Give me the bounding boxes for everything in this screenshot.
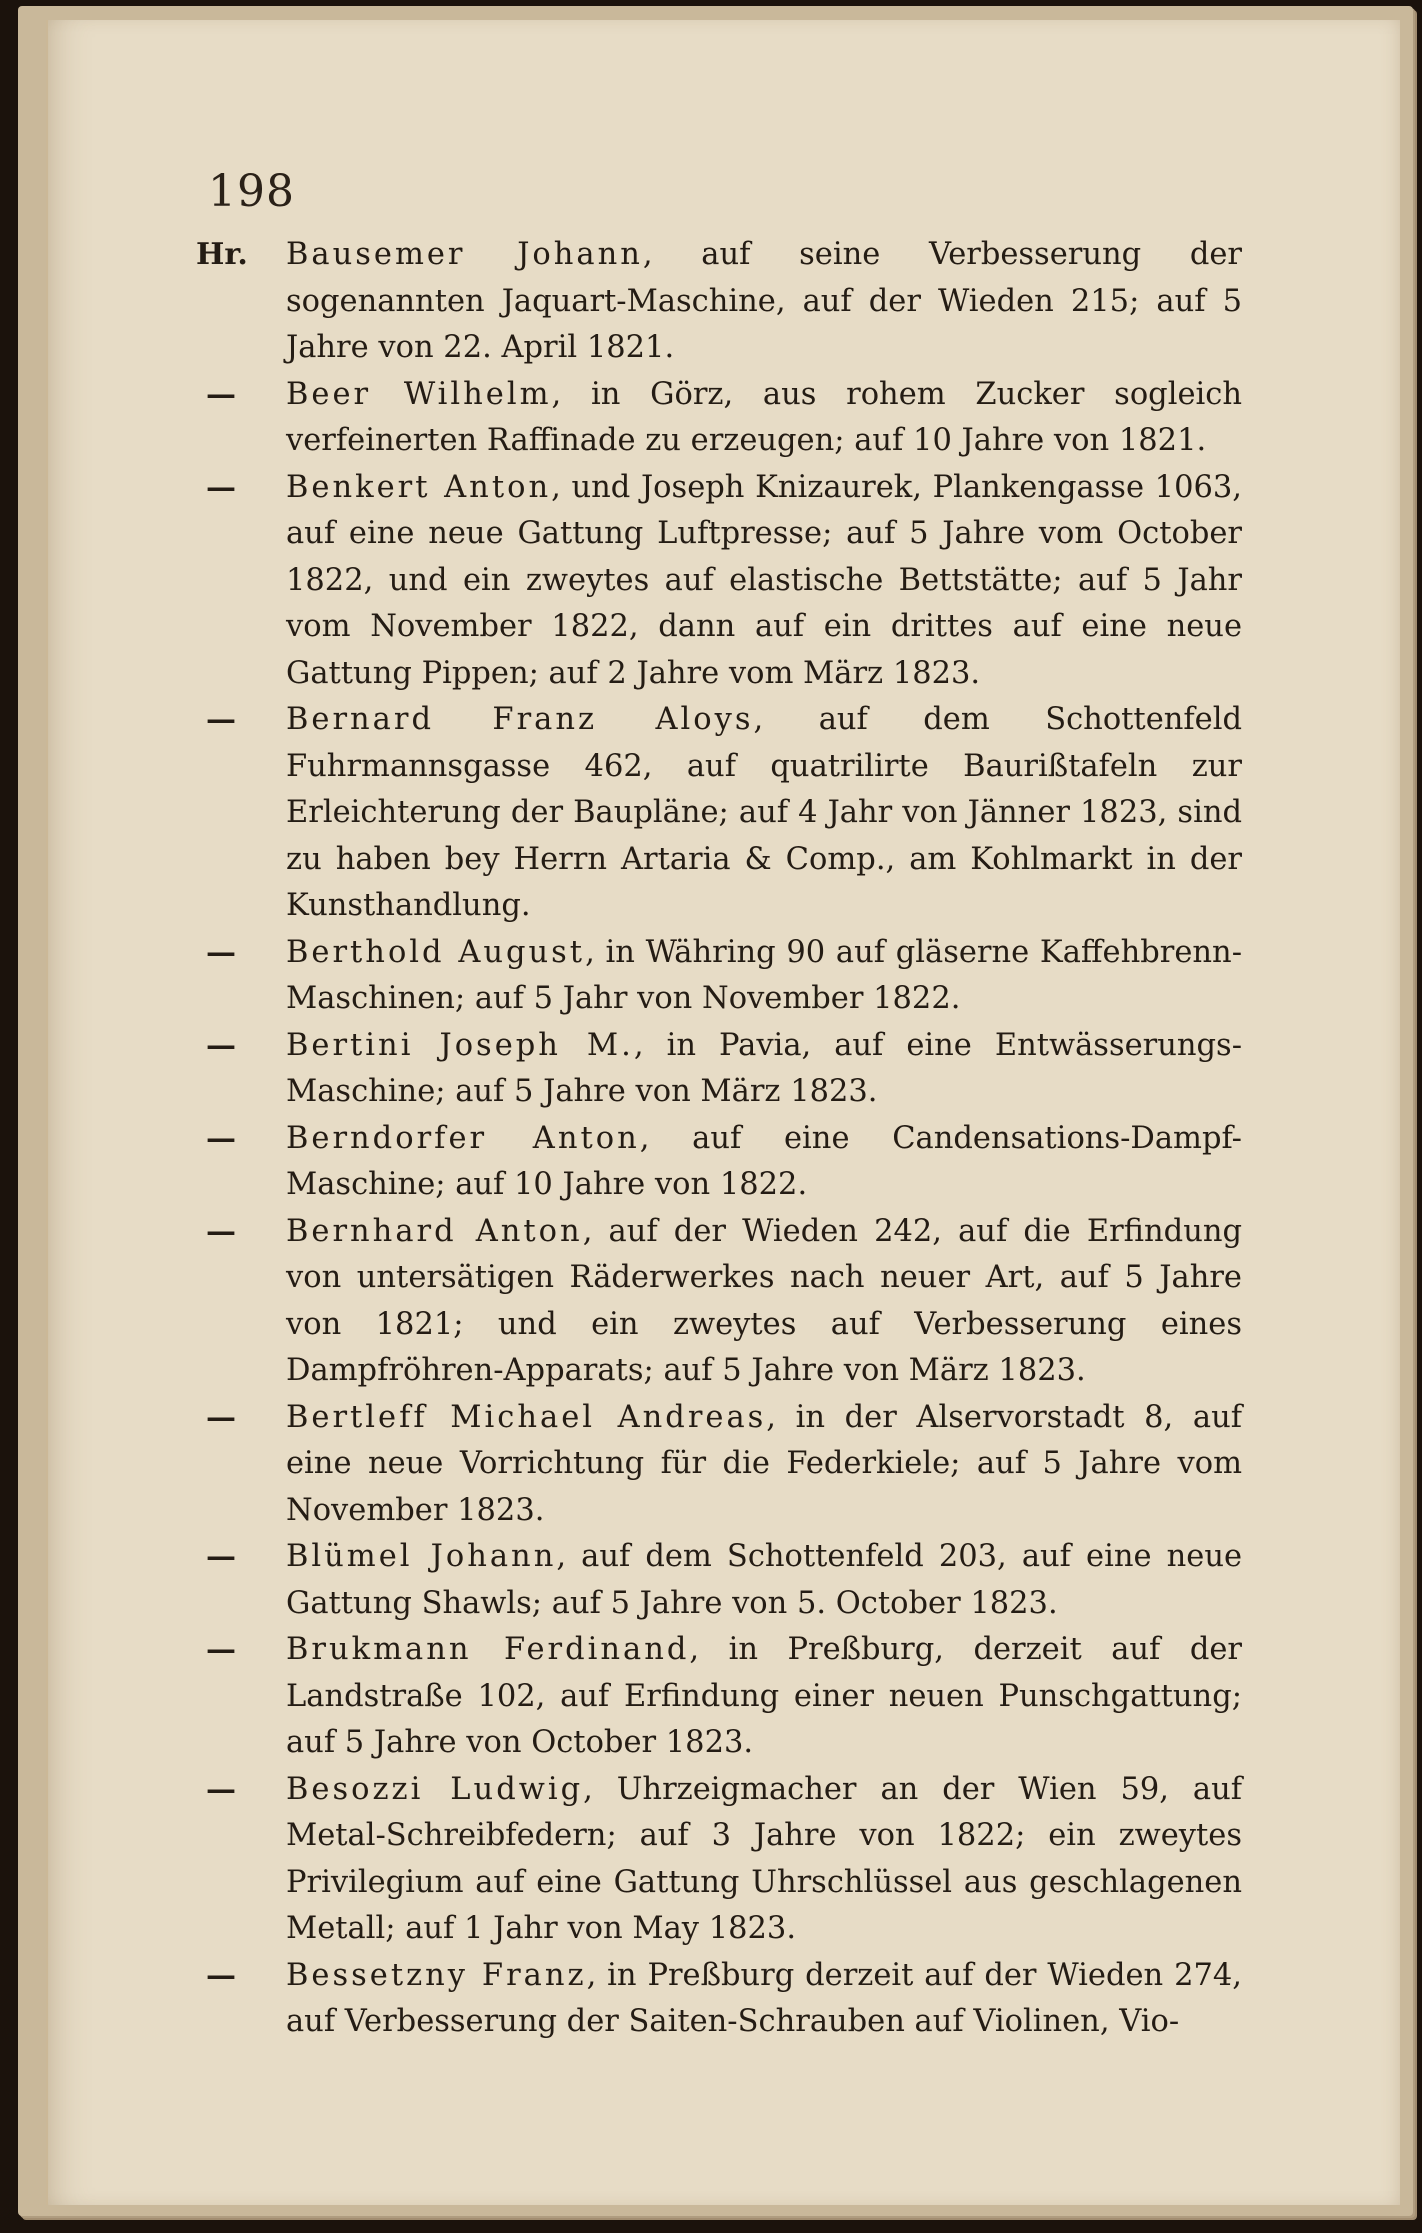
list-item: [206, 1953, 1242, 2046]
list-item: [206, 1767, 1242, 1953]
entry-lead: —: [206, 1957, 236, 1993]
list-item: [206, 465, 1242, 698]
entry-body: , in Währing 90 auf gläserne Kaffehbrenn-Maschinen; auf 5 Jahr von November 1822.: [286, 934, 1242, 1016]
entry-name: Berndorfer Anton: [286, 1120, 640, 1156]
entry-body: , auf dem Schottenfeld Fuhrmannsgasse 462, auf quatrilirte Baurißtafeln zur Erleichterung der Baupläne; auf 4 Jahr von Jänner 1823, sind zu haben bey Herrn Artaria & Comp., am Kohlmarkt in der Kunsthandlung.: [286, 702, 1243, 923]
entry-text: [286, 1209, 1242, 1395]
entry-text: [286, 372, 1242, 465]
entry-name: Bernard Franz Aloys: [286, 702, 754, 737]
list-item: [206, 1209, 1242, 1395]
entry-lead: —: [206, 934, 236, 970]
entry-lead: —: [206, 1120, 236, 1156]
entry-name: Beer Wilhelm: [286, 376, 552, 412]
entry-name: Bausemer Johann: [286, 237, 643, 272]
entry-name: Bertini Joseph M.: [286, 1027, 634, 1063]
entry-lead: —: [206, 1027, 236, 1063]
entry-name: Bertleff Michael Andreas: [286, 1399, 767, 1435]
entry-lead: —: [206, 1539, 236, 1574]
list-item: [206, 1627, 1242, 1767]
entry-body: , in der Alservorstadt 8, auf eine neue Vorrichtung für die Federkiele; auf 5 Jahre vom November 1823.: [286, 1399, 1242, 1528]
entry-name: Besozzi Ludwig: [286, 1771, 584, 1807]
page-number: 198: [208, 166, 295, 217]
list-item: [206, 930, 1242, 1023]
entry-lead: —: [206, 1213, 236, 1249]
entry-name: Bessetzny Franz: [286, 1957, 587, 1993]
list-item: [206, 1534, 1242, 1627]
entry-text: [286, 1023, 1242, 1116]
entry-body: , und Joseph Knizaurek, Plankengasse 1063, auf eine neue Gattung Luftpresse; auf 5 Jahre vom October 1822, und ein zweytes auf elastische Bettstätte; auf 5 Jahr vom November 1822, dann auf ein drittes auf eine neue Gattung Pippen; auf 2 Jahre vom März 1823.: [286, 469, 1242, 691]
entry-text: [286, 465, 1242, 698]
list-item: [206, 1116, 1242, 1209]
list-item: [206, 1023, 1242, 1116]
entry-text: [286, 1116, 1242, 1209]
entry-text: [286, 232, 1242, 372]
entry-body: , auf eine Candensations-Dampf-Maschine; auf 10 Jahre von 1822.: [286, 1120, 1242, 1202]
list-item: [206, 697, 1242, 930]
entry-lead: —: [206, 469, 236, 505]
list-item: [196, 232, 1242, 372]
entry-body: , in Preßburg derzeit auf der Wieden 274, auf Verbesserung der Saiten-Schrauben auf Violinen, Vio-: [286, 1957, 1242, 2039]
privilege-list: [196, 232, 1243, 2046]
entry-name: Brukmann Ferdinand: [286, 1632, 690, 1667]
entry-lead: —: [206, 1771, 236, 1807]
entry-name: Bernhard Anton: [286, 1213, 583, 1249]
entry-name: Blümel Johann: [286, 1539, 557, 1574]
entry-body: , auf der Wieden 242, auf die Erfindung von untersätigen Räderwerkes nach neuer Art, auf 5 Jahre von 1821; und ein zweytes auf Verbesserung eines Dampfröhren-Apparats; auf 5 Jahre von März 1823.: [286, 1213, 1243, 1388]
entry-body: , auf seine Verbesserung der sogenannten Jaquart-Maschine, auf der Wieden 215; auf 5 Jahre von 22. April 1821.: [286, 237, 1242, 365]
entry-text: [286, 697, 1242, 930]
entry-text: [286, 1627, 1242, 1767]
entry-body: , in Preßburg, derzeit auf der Landstraße 102, auf Erfindung einer neuen Punschgattung; auf 5 Jahre von October 1823.: [286, 1632, 1242, 1760]
entry-text: [286, 930, 1242, 1023]
entry-body: , in Görz, aus rohem Zucker sogleich verfeinerten Raffinade zu erzeugen; auf 10 Jahre von 1821.: [286, 376, 1242, 458]
entry-lead: Hr.: [196, 237, 248, 272]
entry-name: Berthold August: [286, 934, 586, 970]
entry-text: [286, 1534, 1242, 1627]
entry-body: , Uhrzeigmacher an der Wien 59, auf Metal-Schreibfedern; auf 3 Jahre von 1822; ein zweytes Privilegium auf eine Gattung Uhrschlüssel aus geschlagenen Metall; auf 1 Jahr von May 1823.: [286, 1771, 1243, 1946]
entry-lead: —: [206, 1399, 236, 1435]
entry-body: , in Pavia, auf eine Entwässerungs-Maschine; auf 5 Jahre von März 1823.: [286, 1027, 1242, 1109]
entry-text: [286, 1767, 1242, 1953]
entry-lead: —: [206, 1632, 236, 1667]
entry-text: [286, 1395, 1242, 1535]
entry-lead: —: [206, 702, 236, 737]
entry-lead: —: [206, 376, 236, 412]
list-item: [206, 372, 1242, 465]
entry-name: Benkert Anton: [286, 469, 552, 505]
list-item: [206, 1395, 1242, 1535]
entry-body: , auf dem Schottenfeld 203, auf eine neue Gattung Shawls; auf 5 Jahre von 5. October 1823.: [286, 1539, 1243, 1621]
entry-text: [286, 1953, 1242, 2046]
